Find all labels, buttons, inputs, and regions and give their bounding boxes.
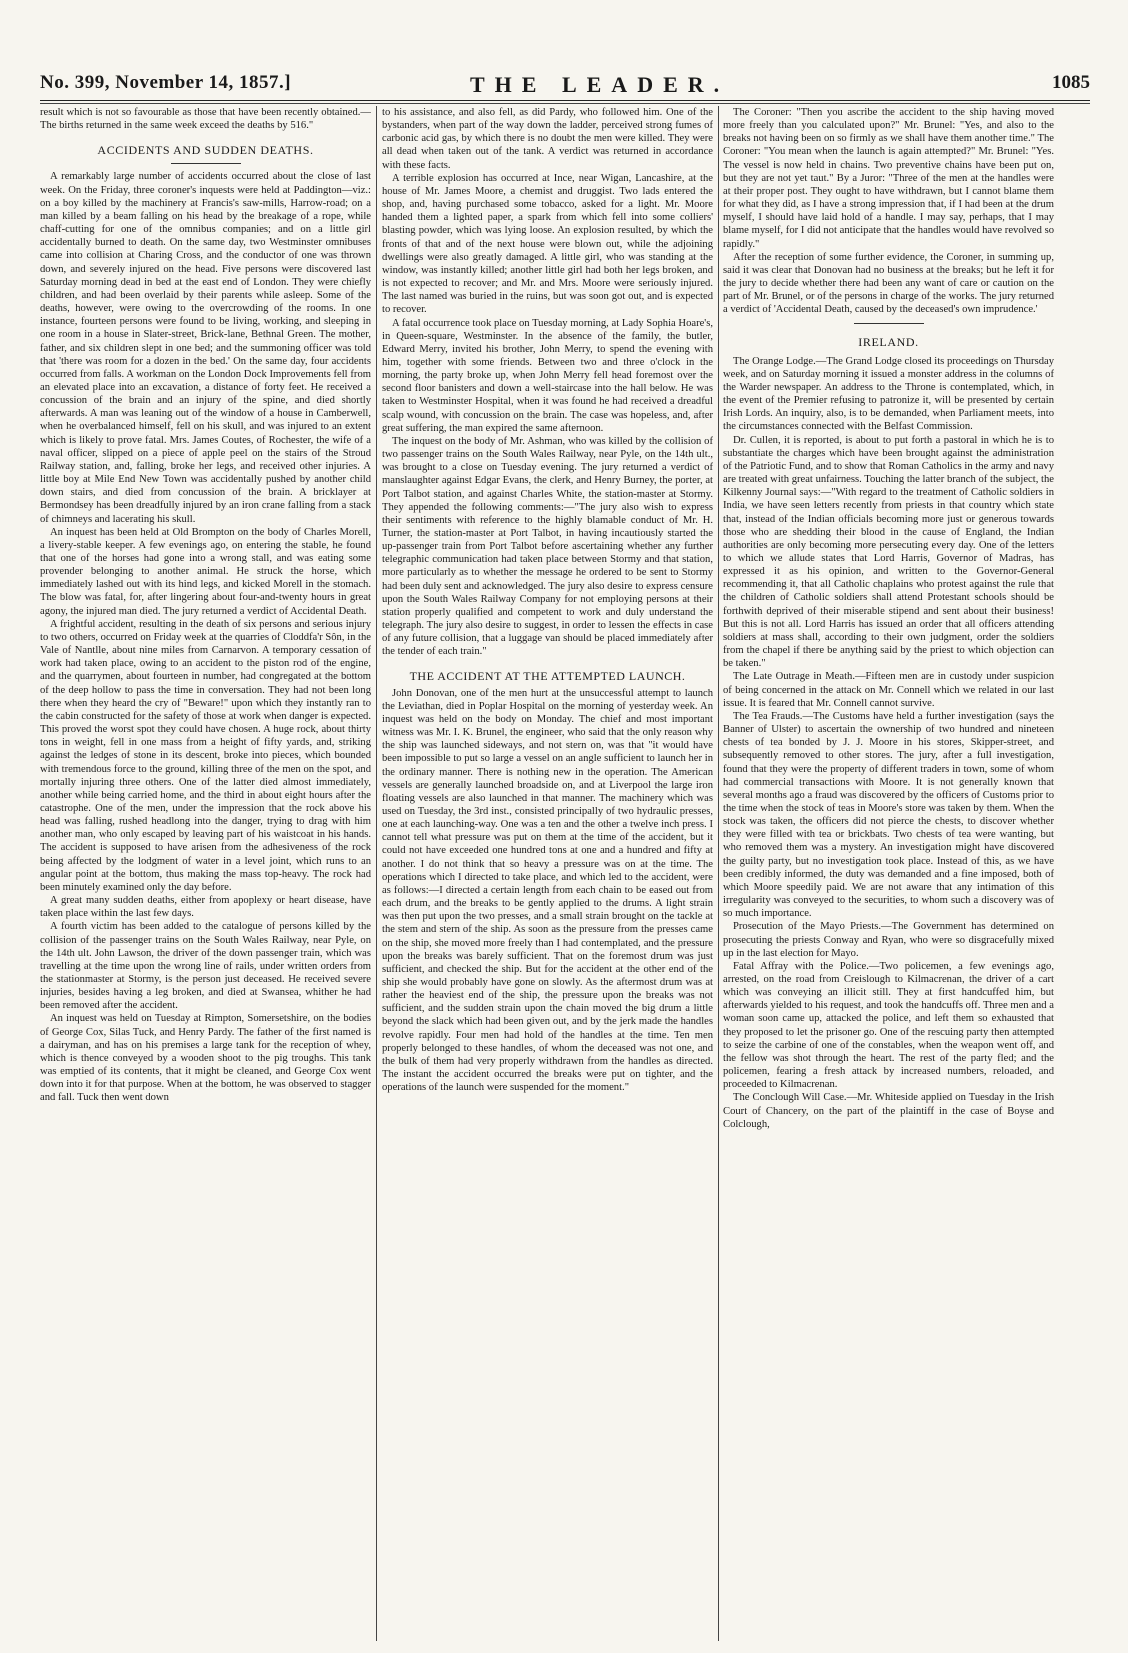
column-2 [382,106,713,1646]
issue-date: No. 399, November 14, 1857.] [40,72,292,93]
column-1 [40,106,371,1646]
article-paragraph: The Late Outrage in Meath.—Fifteen men are in custody under suspicion of being concerned in the attack on Mr. Connell which we related in our last issue. It is feared that Mr. Connell cannot survive. [723,671,1054,709]
newspaper-title: THE LEADER. [470,72,730,97]
article-paragraph: Prosecution of the Mayo Priests.—The Government has determined on prosecuting the priests Conway and Ryan, who were so disgracefully mixed up in the last election for Mayo. [723,921,1054,959]
masthead-rule-thin [40,103,1090,104]
article-paragraph: A fatal occurrence took place on Tuesday morning, at Lady Sophia Hoare's, in Queen-square, Westminster. In the absence of the family, the butler, Edward Merry, invited his brother, John Merry, to spend the evening with him, together with some friends. Between two and three o'clock in the morning, the party broke up, when John Merry fell head foremost over the second floor banisters and down a well-staircase into the hall below. He was taken to Westminster Hospital, when it was found he had received a dreadful scalp wound, with concussion on the brain. The case was hopeless, and, after great suffering, the man expired the same afternoon. [382,317,713,434]
article-paragraph: Dr. Cullen, it is reported, is about to put forth a pastoral in which he is to substantiate the charges which have been brought against the administration of the Patriotic Fund, and to show that Roman Catholics in the army and navy are treated with great unfairness. Touching the latter branch of the subject, the Kilkenny Journal says:—"With regard to the treatment of Catholic soldiers in India, we have seen letters recently from priests in that country which state that, instead of the Indian officials becoming more just or generous towards those who are shedding their blood in the cause of England, the Indian authorities are only becoming more persecuting every day. One of the letters to which we allude states that Lord Harris, Governor of Madras, has expressed it as his opinion, and written to the Governor-General recommending it, that all Catholic chaplains who protest against the rule that the children of Catholic soldiers shall attend Protestant schools should be forthwith deprived of their miserable stipend and sent about their business! But this is not all. Lord Harris has issued an order that all officers attending soldiers at mass shall, according to their own judgment, order the soldiers from the chapel if there be anything said by the priest to which objection can be taken." [723,434,1054,670]
article-paragraph: The Tea Frauds.—The Customs have held a further investigation (says the Banner of Ulster) to ascertain the ownership of two hundred and nineteen chests of tea bonded by J. J. Moore in his stores, Skipper-street, and subsequently removed to other stores. The jury, after a full investigation, found that they were the property of different traders in town, some of whom had commercial transactions with Moore. It is not generally known that several months ago a fraud was discovered by the officers of Customs prior to the time when the stock of teas in Moore's store was taken by them. When the stock was taken, the officers did not pierce the chests, to discover whether they were filled with tea or brickbats. Two chests of tea were wanting, but who removed them was a mystery. An investigation might have discovered the guilty party, but no investigation took place. Instead of this, as we have been credibly informed, the duty was demanded and a fine imposed, both of which Moore speedily paid. We are not aware that any intimation of this irregularity was conveyed to the securities, to whom such a discovery was of so much importance. [723,710,1054,920]
article-paragraph: John Donovan, one of the men hurt at the unsuccessful attempt to launch the Leviathan, died in Poplar Hospital on the morning of yesterday week. An inquest was held on the body on Monday. The chief and most important witness was Mr. I. K. Brunel, the engineer, who said that the only reason why the ship was launched sideways, and not stern on, was that "it would have been impossible to put so large a vessel on an angle sufficient to launch her in the ordinary manner. There is nothing new in the operation. The American vessels are generally launched broadside on, and at Liverpool the large iron floating vessels are also launched in that manner. The machinery which was used on Tuesday, the 3rd inst., consisted principally of two hydraulic presses, one at each launching-way. One was a ten and the other a twelve inch press. I cannot tell what pressure was put on them at the time of the accident, but it could not have exceeded one hundred tons at one and a hundred and fifty at another. I do not think that so heavy a pressure was on at the time. The operations which I directed to take place, and which led to the accident, were as follows:—I directed a certain length from each chain to be eased out from each drum, and the breaks to be gently applied to the drums. A light strain was then put upon the two presses, and a small strain brought on the tackle at the stem and stern of the ship. As soon as the pressure from the presses came on the ship, she moved more freely than I had contemplated, and the pressure upon the breaks was barely sufficient. That on the foremost drum was just sufficient, and checked the ship. But for the accident at the other end of the ship she would probably have gone on slowly. As the aftermost drum was at rather the heaviest end of the ship, the pressure upon the breaks was not sufficient, and the sudden strain upon the chain moved the big drum a little beyond the slack which had been given out, and by the jerk made the handles revolve rapidly. Four men had hold of the handles at the time. Ten men properly belonged to these handles, of whom the deceased was not one, and the bulk of them had very properly withdrawn from the handles as directed. The instant the accident occurred the breaks were put on tighter, and the operations of the launch were suspended for the moment." [382,687,713,1094]
section-heading-accidents: ACCIDENTS AND SUDDEN DEATHS. [97,143,314,158]
article-paragraph: The Conclough Will Case.—Mr. Whiteside applied on Tuesday in the Irish Court of Chancery, on the part of the plaintiff in the case of Boyse and Colclough, [723,1092,1054,1130]
column-divider-2 [718,106,719,1641]
article-paragraph: An inquest has been held at Old Brompton on the body of Charles Morell, a livery-stable keeper. A few evenings ago, on entering the stable, he found that one of the horses had gone into a wrong stall, and was eating some provender belonging to another animal. He struck the horse, which immediately lashed out with its hind legs, and kicked Morell in the stomach. The blow was fatal, for, after lingering about four-and-twenty hours in great agony, the injured man died. The jury returned a verdict of Accidental Death. [40,526,371,617]
article-paragraph: After the reception of some further evidence, the Coroner, in summing up, said it was clear that Donovan had no business at the breaks; but he left it for the jury to decide whether there had been any want of care or caution on the part of Mr. Brunel, or of the persons in charge of the works. The jury returned a verdict of 'Accidental Death, caused by the deceased's own imprudence.' [723,251,1054,316]
article-paragraph: An inquest was held on Tuesday at Rimpton, Somersetshire, on the bodies of George Cox, Silas Tuck, and Henry Pardy. The father of the first named is a dairyman, and has on his premises a large tank for the reception of whey, which is thence conveyed by a wooden shoot to the pig troughs. This tank was emptied of its contents, that it might be cleaned, and George Cox went down into it for that purpose. When at the bottom, he was observed to stagger and fall. Tuck then went down [40,1013,371,1104]
section-heading-ireland: IRELAND. [858,334,919,349]
article-paragraph: result which is not so favourable as those that have been recently obtained.—The births returned in the same week exceed the deaths by 516." [40,107,371,132]
masthead-rule [40,100,1090,101]
article-paragraph: The Orange Lodge.—The Grand Lodge closed its proceedings on Thursday week, and on Saturday morning it issued a monster address in the columns of the Warder newspaper. An address to the Throne is contemplated, which, in the event of the Premier refusing to patronize it, will be presented by certain Irish Lords. An inquiry, also, is to be demanded, when Parliament meets, into the circumstances connected with the Belfast Commission. [723,355,1054,433]
article-paragraph: The Coroner: "Then you ascribe the accident to the ship having moved more freely than you calculated upon?" Mr. Brunel: "Yes, and also to the breaks not having been on so firmly as we shall have them another time." The Coroner: "You mean when the launch is again attempted?" Mr. Brunel: "Yes. The vessel is now held in chains. Two preventive chains have been put on, but they are not yet taut." By a Juror: "Three of the men at the handles were at their proper post. They ought to have withdrawn, but I cannot blame them for what they did, as I have a strong impression that, if I had been at the drum myself, I should have laid hold of a handle. I may say, perhaps, that I may blame myself, for I did not anticipate that the handles would have revolved so rapidly." [723,107,1054,250]
article-paragraph: A frightful accident, resulting in the death of six persons and serious injury to two others, occurred on Friday week at the quarries of Cloddfa'r Sôn, in the Vale of Nantlle, about nine miles from Carnarvon. A temporary cessation of work had taken place, owing to an accident to the piston rod of the engine, and the quarrymen, about fourteen in number, had congregated at the bottom of the deep hollow to pass the time in conversation. They had not been long there when they heard the cry of "Beware!" upon which they instantly ran to the cabin constructed for the safety of those at work when danger is expected. This proved the worst spot they could have chosen. A huge rock, about thirty tons in weight, fell in one mass from a height of fifty yards, and, striking against the ledges of stone in its descent, broke into pieces, which bounded with tremendous force to the ground, killing three of the men on the spot, and mortally injuring three others. One of the latter died almost immediately, another while being carried home, and the third in about eight hours after the catastrophe. One of the men, under the impression that the rock above his head was falling, rushed headlong into the danger, trying to drag with him another man, who only escaped by leaving part of his waistcoat in his hands. The accident is supposed to have arisen from the adhesiveness of the rock being affected by the lodgment of water in a level joint, which runs to an angular point at the bottom, thus making the mass top-heavy. The rock had been minutely examined only the day before. [40,618,371,893]
article-paragraph: Fatal Affray with the Police.—Two policemen, a few evenings ago, arrested, on the road from Creislough to Kilmacrenan, the driver of a cart which was conveying an illicit still. They at first handcuffed him, but afterwards yielded to his request, and took the handcuffs off. Three men and a woman soon came up, attacked the police, and left them so exhausted that they proposed to let the prisoner go. One of the rescuing party then attempted to seize the carbine of one of the constables, when the weapon went off, and the fellow was shot through the heart. The rest of the party fled; and the policemen, fearing a fresh attack by increased numbers, reloaded, and proceeded to Kilmacrenan. [723,960,1054,1091]
article-paragraph: A remarkably large number of accidents occurred about the close of last week. On the Friday, three coroner's inquests were held at Paddington—viz.: on a boy killed by the machinery at Francis's saw-mills, Harrow-road; on a man killed by a beam falling on his head by the breakage of a rope, while chaff-cutting for one of the omnibus companies; and on a little girl accidentally burned to death. On the same day, two Westminster omnibuses came into collision at Charing Cross, and the conductor of one was thrown down, and severely injured on the head. Five persons were discovered last Saturday morning dead in bed at the east end of London. They were chiefly children, and had been overlaid by their parents while asleep. Some of the deaths, however, were owing to the overcrowding of the rooms. In one instance, fourteen persons were found to be living, working, and sleeping in one room in a house in Slater-street, Brick-lane, Bethnal Green. The mother, father, and six children slept in one bed; and the summoning officer was told that 'there was room for a dozen in the bed.' On the same day, four accidents occurred from falls. A workman on the London Dock Improvements fell from an elevated place into an excavation, a distance of forty feet. He received a concussion of the brain and an injury of the spine, and died shortly afterwards. A man was leaning out of the window of a house in Camberwell, when he overbalanced himself, fell on his skull, and was injured to an extent which is likely to prove fatal. Mrs. James Coutes, of Rochester, the wife of a naval officer, slipped on a piece of apple peel on the stairs of the Stroud Railway station, and, falling, broke her legs, and received other injuries. A little boy at Mile End New Town was accidentally pushed by another child down stairs, and died from concussion of the brain. A bricklayer at Bermondsey has been dreadfully injured by an iron crane falling from a stack of chimneys and lacerating his skull. [40,171,371,525]
article-paragraph: A great many sudden deaths, either from apoplexy or heart disease, have taken place within the last few days. [40,895,371,920]
section-rule [854,323,924,324]
section-heading-launch: THE ACCIDENT AT THE ATTEMPTED LAUNCH. [409,668,686,683]
column-divider-1 [376,106,377,1641]
article-paragraph: A fourth victim has been added to the catalogue of persons killed by the collision of the passenger trains on the South Wales Railway, near Pyle, on the 14th ult. John Lawson, the driver of the down passenger train, which was travelling at the time upon the wrong line of rails, under written orders from the stationmaster at Stormy, is the person just deceased. He received severe injuries, besides having a leg broken, and died at Swansea, whither he had been removed after the accident. [40,921,371,1012]
column-3 [723,106,1054,1646]
page-number: 1085 [1052,72,1090,93]
article-paragraph: to his assistance, and also fell, as did Pardy, who followed him. One of the bystanders, when part of the way down the ladder, perceived strong fumes of carbonic acid gas, by which there is no doubt the men were killed. They were all dead when taken out of the tank. A verdict was returned in accordance with these facts. [382,107,713,171]
article-paragraph: A terrible explosion has occurred at Ince, near Wigan, Lancashire, at the house of Mr. James Moore, a chemist and druggist. Two lads entered the shop, and, having purchased some tobacco, asked for a light. Mr. Moore handed them a lighted paper, a spark from which fell into some colliers' blasting powder, which was lying loose. An explosion resulted, by which the fronts of that and of the next house were blown out, while the adjoining dwellings were also greatly damaged. A little girl, who was standing at the window, was instantly killed; another little girl had both her legs broken, and is not expected to recover; and Mr. and Mrs. Moore were seriously injured. The last named was buried in the ruins, but was soon got out, and is expected to recover. [382,172,713,316]
heading-rule [171,163,241,164]
article-paragraph: The inquest on the body of Mr. Ashman, who was killed by the collision of two passenger trains on the South Wales Railway, near Pyle, on the 14th ult., was brought to a close on Tuesday evening. The jury returned a verdict of manslaughter against Edgar Evans, the clerk, and Henry Burney, the porter, at Port Talbot station, and against Charles White, the station-master at Stormy. They appended the following comments:—"The jury also wish to express their sentiments with reference to the highly blamable conduct of Mr. H. Turner, the station-master at Port Talbot, in having incautiously started the up-passenger train from Port Talbot before ascertaining whether any further telegraphic communication had taken place between Stormy and that station, more particularly as to whether the message he ordered to be sent to Stormy had been duly sent and acknowledged. The jury also desire to express censure upon the South Wales Railway Company for not employing persons at their station properly qualified and competent to work and duly understand the telegraph. The jury also desire to suggest, in order to lessen the effects in case of any future collision, that a luggage van should be placed immediately after the tender of each train." [382,435,713,658]
